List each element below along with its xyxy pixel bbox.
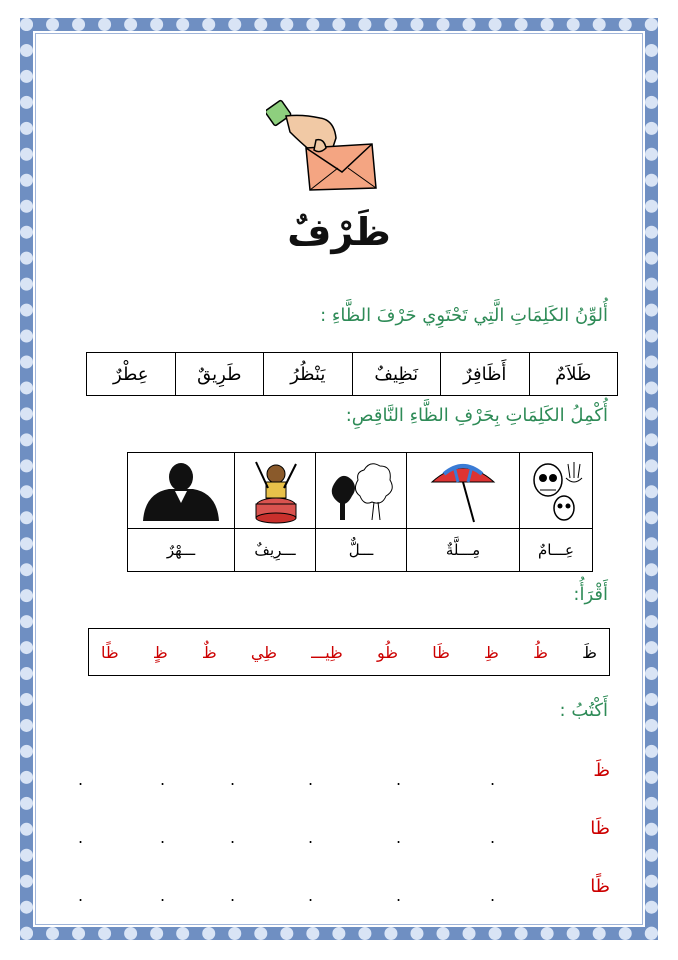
- word-cell[interactable]: أَظَافِرٌ: [440, 353, 529, 395]
- syllable: ظُ: [533, 642, 548, 662]
- writing-row[interactable]: ظًا . . . . . .: [78, 876, 610, 905]
- syllable: ظًا: [101, 642, 119, 662]
- syllable: ظٍ: [152, 642, 168, 662]
- writing-model: ظَ: [593, 760, 610, 781]
- missing-letter-word[interactable]: مِـــلَّةٌ: [406, 529, 519, 571]
- page-title: [0, 210, 678, 254]
- writing-model: ظًا: [590, 876, 610, 897]
- word-cell[interactable]: يَنْظُرُ: [263, 353, 352, 395]
- syllable: ظِيـــ: [311, 642, 343, 662]
- section2-heading: أُكْمِلُ الكَلِمَاتِ بِحَرْفِ الظَّاءِ النَّاقِصِ:: [345, 405, 608, 426]
- words-row: [128, 529, 592, 571]
- writing-row[interactable]: ظَا . . . . . .: [78, 818, 610, 847]
- writing-row[interactable]: ظَ . . . . . .: [78, 760, 610, 789]
- syllable: ظُو: [377, 642, 398, 662]
- umbrella-icon: [406, 453, 519, 528]
- hand-envelope-illustration: [266, 92, 382, 192]
- syllables-table: [88, 628, 610, 676]
- word-cell[interactable]: ظَلاَمٌ: [529, 353, 618, 395]
- missing-letter-word[interactable]: عِـــامٌ: [519, 529, 592, 571]
- images-row: [128, 453, 592, 529]
- drummer-icon: [234, 453, 315, 528]
- section4-heading: أَكْتُبُ :: [559, 700, 608, 721]
- syllable: ظِي: [250, 642, 277, 662]
- picture-words-table: [127, 452, 593, 572]
- syllable: ظَا: [432, 642, 450, 662]
- word-cell[interactable]: طَرِيقٌ: [175, 353, 264, 395]
- syllable: ظِ: [484, 642, 499, 662]
- section1-heading: أُلوِّنُ الكَلِمَاتِ الَّتِي تَحْتَوِي حَرْفَ الظَّاءِ :: [320, 305, 608, 326]
- section3-heading: أَقْرَأُ:: [573, 584, 608, 605]
- tree-shade-icon: [315, 453, 406, 528]
- word-cell[interactable]: نَظِيفٌ: [352, 353, 441, 395]
- missing-letter-word[interactable]: ـــلٌّ: [315, 529, 406, 571]
- missing-letter-word[interactable]: ـــهْرٌ: [166, 541, 196, 559]
- words-table: [86, 352, 618, 396]
- syllable: ظٌ: [201, 642, 217, 662]
- back-icon: [128, 453, 234, 528]
- word-cell[interactable]: عِطْرٌ: [113, 363, 149, 385]
- skull-icon: [519, 453, 592, 528]
- missing-letter-word[interactable]: ـــرِيفٌ: [234, 529, 315, 571]
- writing-model: ظَا: [590, 818, 610, 839]
- title-word: ظَرْفٌ: [287, 210, 391, 254]
- syllable: ظَ: [582, 642, 597, 662]
